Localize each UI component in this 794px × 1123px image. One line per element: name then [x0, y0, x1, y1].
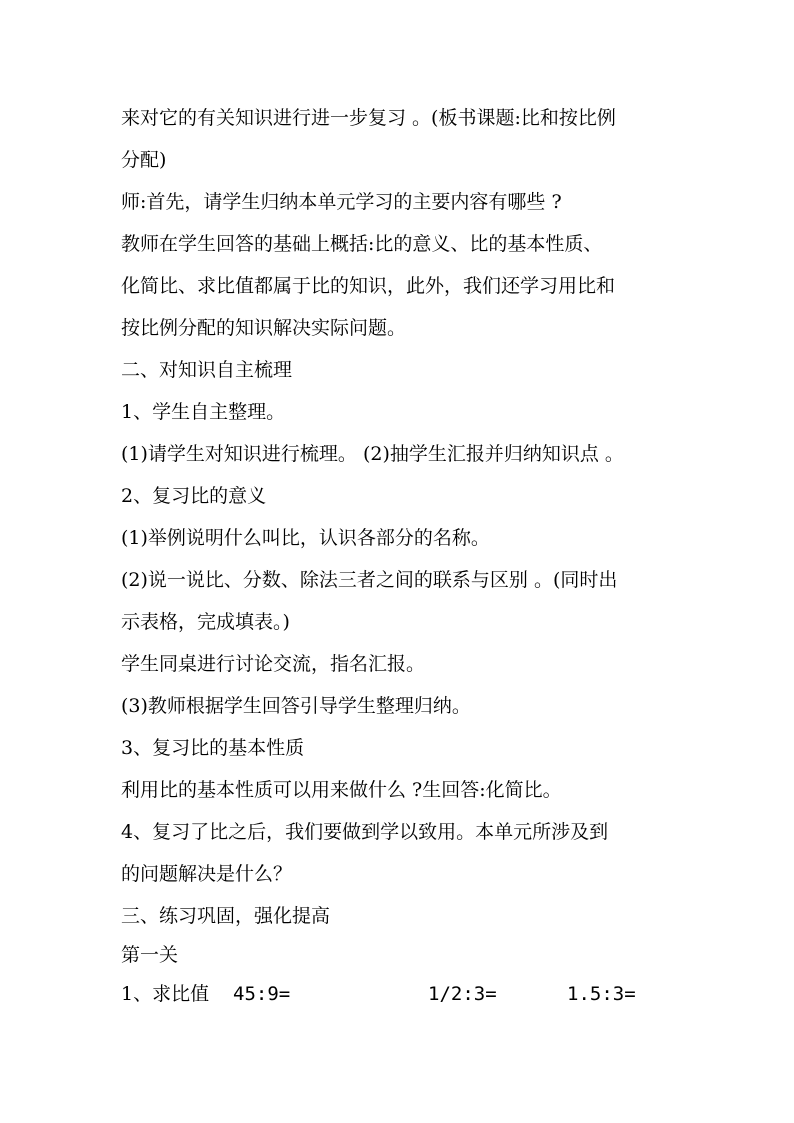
text-line: 师:首先，请学生归纳本单元学习的主要内容有哪些 ? — [121, 191, 562, 213]
exercise-item: 1/2:3= — [428, 983, 497, 1005]
text-line: (1)请学生对知识进行梳理。 (2)抽学生汇报并归纳知识点 。 — [121, 443, 624, 465]
text-line: 化简比、求比值都属于比的知识，此外，我们还学习用比和 — [121, 275, 616, 297]
text-line: (2)说一说比、分数、除法三者之间的联系与区别 。(同时出 — [121, 569, 618, 591]
exercise-item: 45:9= — [233, 983, 291, 1005]
text-line: 按比例分配的知识解决实际问题。 — [121, 317, 407, 339]
exercise-label: 1、求比值 — [121, 983, 210, 1005]
text-line: 利用比的基本性质可以用来做什么 ?生回答:化简比。 — [121, 779, 562, 801]
text-line: 示表格，完成填表。) — [121, 611, 290, 633]
text-line: 4、复习了比之后，我们要做到学以致用。本单元所涉及到 — [121, 821, 609, 843]
text-line: 1、学生自主整理。 — [121, 401, 286, 423]
section-heading: 二、对知识自主梳理 — [121, 359, 293, 381]
text-line: 3、复习比的基本性质 — [121, 737, 305, 759]
text-line: 来对它的有关知识进行进一步复习 。(板书课题:比和按比例 — [121, 107, 616, 129]
text-line: 分配) — [121, 149, 167, 171]
section-heading: 三、练习巩固，强化提高 — [121, 905, 331, 927]
text-line: (3)教师根据学生回答引导学生整理归纳。 — [121, 695, 471, 717]
text-line: 的问题解决是什么？ — [121, 863, 293, 885]
text-line: 学生同桌进行讨论交流，指名汇报。 — [121, 653, 426, 675]
text-line: 教师在学生回答的基础上概括:比的意义、比的基本性质、 — [121, 233, 603, 255]
exercise-item: 1.5:3= — [567, 983, 636, 1005]
text-line: 第一关 — [121, 944, 179, 966]
text-line: (1)举例说明什么叫比，认识各部分的名称。 — [121, 527, 490, 549]
text-line: 2、复习比的意义 — [121, 485, 267, 507]
